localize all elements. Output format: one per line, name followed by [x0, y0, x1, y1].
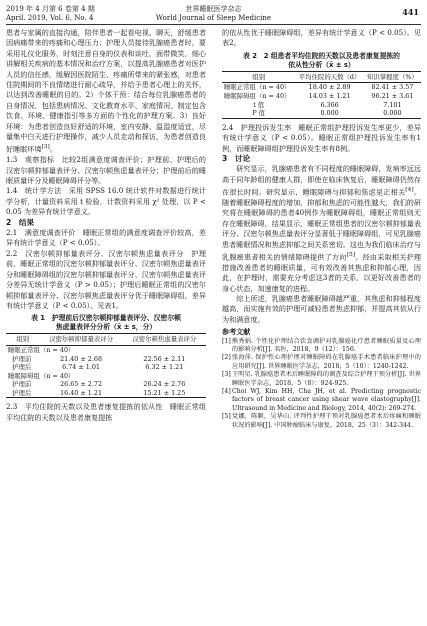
table-2: [222, 71, 421, 119]
journal-issue: 2019 年 4 月第 6 卷第 4 期 April. 2019, Vol. 6, No. 4: [6, 5, 95, 22]
table1-head-hamd: 汉密尔顿抑郁量表评分: [39, 334, 122, 346]
reference-item: [3] 王明星. 乳腺癌患者术后睡眠障碍的调查及综合护理干预分析[J]. 世界睡眠医学杂志，2018，5（8）：924-925.: [222, 371, 421, 387]
section-2-1: 2.1 满意度调查评价 睡眠正常组的满意度调查评价较高，差异有统计学意义（P < 0.05）。: [6, 228, 206, 248]
table-row: 睡眠障碍组（n = 40） 14.03 ± 1.21 96.21 ± 3.61: [224, 92, 414, 100]
paragraph-intervention: 患者与家属的直接沟通，陪伴患者一起看电视、聊天，舒缓患者因病痛带来的疼痛和心理压力；护理人员接待乳腺癌患者时，要采用礼仪化服务，时刻注意自身的仪表和谈吐，面带微笑，细心讲解相关疾病的基本情况和治疗方案，以提高乳腺癌患者对医护人员的信任感，缓解因医院陌生、疼痛所带来的紧张感，对患者住院期间的不良情绪进行耐心疏导，并给予患者心理上的关怀，以达到改善睡眠的目的。2）个体干预：结合每位乳腺癌患者的自身情况，包括患病情况、文化教育水平、家庭情况、制定包含饮食、环境、健康指引等多方面的个性化的护理方案。3）良好环境：为患者创造良好舒适的环境，室内安静、温湿度适宜，尽量集中白天进行护理操作，减少人员走动和探访，为患者创造良好睡眠环境[3]。: [6, 28, 206, 154]
reference-list: [222, 338, 421, 430]
table-row: t 值 6.366 7.101: [253, 100, 402, 109]
section-2-3: 2.3 平均住院的天数以及患者康复提拣的依从性 睡眠正常组平均住院的天数以及患者康复提拣: [6, 402, 206, 422]
paragraph-conclusion: 综上所述，乳腺癌患者睡眠障碍越严重，其焦虑和抑郁程度越高，而实施有效的护理可减轻患者焦虑抑郁，并提高其依从行为和满意度。: [222, 294, 421, 324]
table1-head-group: 组别: [6, 334, 39, 346]
table-1: [6, 333, 206, 398]
citation-ref: [3]: [41, 144, 50, 151]
table2-caption: 表 2 2 组患者平均住院的天数以及患者康复提拣的 依从性分析（x̄ ± s）: [243, 51, 400, 69]
table1-head-hama: 汉密尔顿焦虑量表评分: [123, 334, 206, 346]
table1-caption: 表 1 护理前后汉密尔顿抑郁量表评分、汉密尔顿 焦虑量表评分分析（x̄ ± s，分）: [31, 314, 181, 332]
section-2-4: 2.4 护理投诉发生率 睡眠正常组护理投诉发生率更少，差异有统计学意义（P < 0.05）。睡眠正常组护理投诉发生率有1例，而睡眠障碍组护理投诉发生率有8例。: [222, 122, 421, 153]
table2-head-knowledge: 知识掌握度（%）: [364, 71, 421, 83]
heading-discussion: 3 讨论: [222, 154, 251, 163]
reference-item: [4] Choi WJ, Kim HH, Cha JH, et al. Predicting prognostic factors of breast cancer using shear wave elastography[J]. Ultrasound in Medicine and Biology, 2014, 40(2): 269-274.: [222, 388, 421, 412]
citation-ref: [4]: [405, 187, 414, 194]
heading-results: 2 结果: [6, 217, 35, 227]
paragraph-discussion-1: 研究显示，乳腺癌患者有不同程度的睡眠障碍，发病率远远高于同年龄组的健康人群，即使在临床恢复后，睡眠障碍仍然存在很长时间。研究显示，睡眠障碍与抑郁和焦虑是正相关[4]。随着睡眠障碍程度的增加，抑郁和焦虑的可能性越大，我们的研究将在睡眠障碍的患者40例作为睡眠障碍组，睡眠正常组则无存在睡眠障碍，结果显示，睡眠正常组患者的汉密尔顿抑郁量表评分、汉密尔顿焦虑量表评分显著低于睡眠障碍组，可见乳腺癌患者睡眠情况和焦虑抑郁之间关系密切。这也为我们临床治疗与乳腺癌患者相关的情绪障碍提供了方向[5]。经由采取相关护理措施改善患者的睡眠质量，可有效改善其焦虑和抑郁心理，因此，在护理时，需要充分考虑这3者的关系，以更好改善患者的身心状态，加速康复的进程。: [222, 164, 422, 293]
table-row: 睡眠障碍组（n = 40）: [8, 371, 75, 380]
citation-ref: [5]: [346, 252, 356, 259]
reference-item: [5] 党娜，陈颖，吴华山. 评判性护理干预对乳腺癌患者术后疼痛和睡眠状况的影响[J]. 中国肿瘤临床与康复，2018，25（3）：342-344.: [222, 413, 421, 429]
references-heading: 参考文献: [222, 327, 251, 337]
table-row: 护理前 21.40 ± 2.68 22.56 ± 2.11: [12, 354, 186, 363]
table2-head-group: 组别: [222, 71, 295, 83]
paragraph-continued: 的依从性优于睡眠障碍组，差异有统计学意义（P < 0.05）。见表2。: [222, 28, 421, 48]
table-row: 睡眠正常组（n = 40）: [8, 345, 75, 354]
page-number: 441: [402, 7, 419, 17]
table-row: 护理后 6.74 ± 1.01 6.32 ± 1.21: [12, 363, 184, 372]
journal-title: 世界睡眠医学杂志 World Journal of Sleep Medicine: [155, 5, 272, 22]
section-1-3: 1.3 观察指标 比较2组满意度调查评价；护理前、护理后的汉密尔顿抑郁量表评分、汉密尔顿焦虑量表评分；护理前后的睡眠质量评分及睡眠障碍评分等。: [6, 155, 206, 186]
running-header: [6, 4, 421, 25]
table-row: 护理后 16.40 ± 1.21 15.21 ± 1.25: [6, 389, 206, 398]
reference-item: [1] 熊秀娟. 个性化护理结合饮食调护对乳腺癌化疗患者睡眠质量及心理的影响分析[J]. 名医，2018，9（12）：156.: [222, 337, 421, 354]
right-column: [222, 28, 421, 430]
reference-item: [2] 张海萍. 保护性心理护理对睡眠障碍在乳腺癌手术患者临床护理中的应用研究[J]. 世界睡眠医学杂志，2018，5（10）：1240-1242.: [222, 354, 421, 370]
section-2-2: 2.2 汉密尔顿抑郁量表评分、汉密尔顿焦虑量表评分 护理前，睡眠正常组的汉密尔顿抑郁量表评分、汉密尔顿焦虑量表评分和睡眠障碍组的汉密尔顿抑郁量表评分、汉密尔顿焦虑量表评分差异无统计学意义（P > 0.05）；护理后睡眠正常组的汉密尔顿抑郁量表评分、汉密尔顿焦虑量表评分优于睡眠障碍组，差异有统计学意义（P < 0.05）。见表1。: [6, 248, 206, 310]
table-row: P 值 0.000 0.000: [222, 109, 421, 118]
table-row: 睡眠正常组（n = 40） 18.40 ± 2.89 82.41 ± 3.57: [224, 83, 414, 92]
table-row: 护理前 26.65 ± 2.72 26.24 ± 2.76: [12, 380, 186, 389]
table2-head-days: 平均住院的天数（d）: [295, 71, 363, 83]
section-1-4: 1.4 统计学方法 采用 SPSS 16.0 统计软件对数据进行统计学分析，计量资料采用 t 检验，计数资料采用 χ² 处理，以 P < 0.05 为差异有统计学意义。: [6, 186, 206, 217]
left-column: [6, 28, 206, 423]
